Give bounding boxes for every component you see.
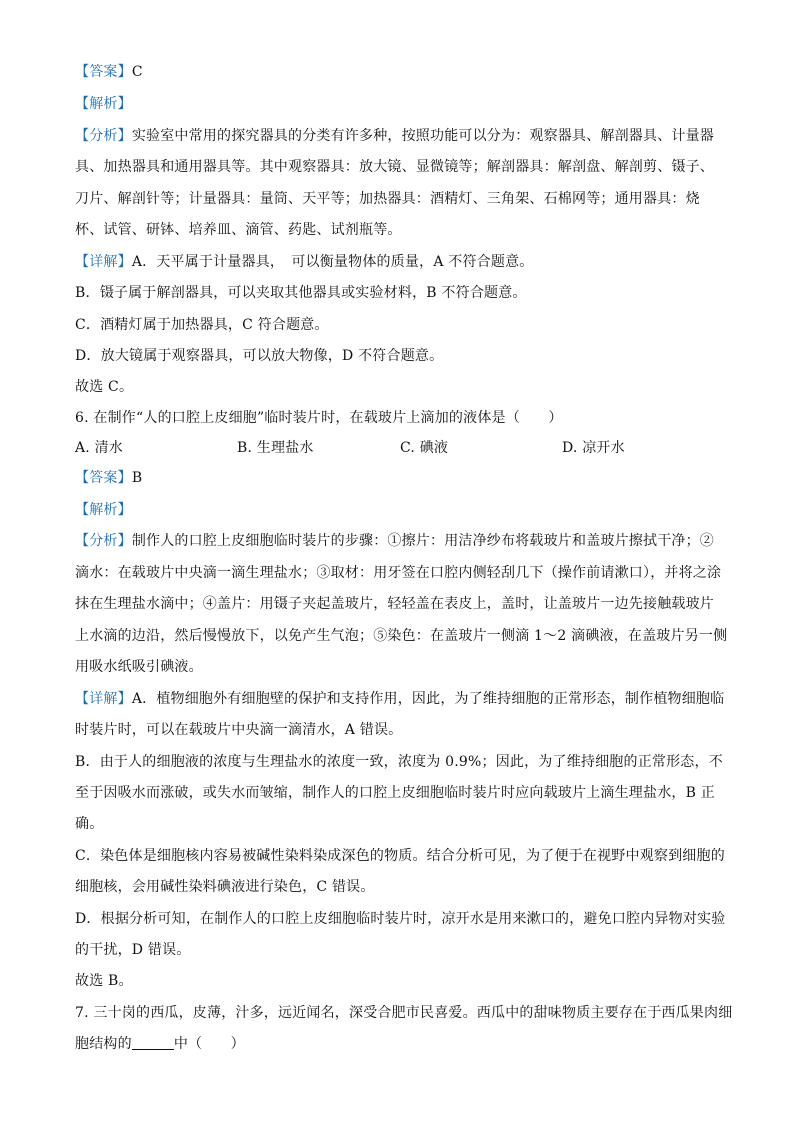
q5-fenxi-tag: 【分析】	[75, 128, 132, 144]
q6-xiangjie-line-4: 至于因吸水而涨破，或失水而皱缩，制作人的口腔上皮细胞临时装片时应向载玻片上滴生理盐水，B 正	[75, 785, 715, 801]
q5-xiangjie-tag: 【详解】	[75, 254, 132, 270]
q6-fenxi-line-4: 上水滴的边沿，然后慢慢放下，以免产生气泡；⑤染色：在盖玻片一侧滴 1～2 滴碘液，在盖玻片另一侧	[75, 628, 728, 644]
q6-fenxi-tag: 【分析】	[75, 533, 132, 549]
q6-xiangjie-tag: 【详解】	[75, 691, 132, 707]
q6-xiangjie-line-3: B．由于人的细胞液的浓度与生理盐水的浓度一致，浓度为 0.9%；因此，为了维持细胞的正常形态，不	[75, 754, 723, 770]
q7-stem-line-2	[75, 1034, 725, 1054]
q5-fenxi-text-1: 实验室中常用的探究器具的分类有许多种，按照功能可以分为：观察器具、解剖器具、计量器	[131, 128, 715, 144]
q6-xiangjie-line-9: 的干扰，D 错误。	[75, 942, 191, 958]
q6-answer-value: B	[131, 470, 143, 486]
q5-answer-line	[75, 62, 725, 82]
q7-stem-line-1: 7. 三十岗的西瓜，皮薄，汁多，远近闻名，深受合肥市民喜爱。西瓜中的甜味物质主要存在于西瓜果肉细	[75, 1005, 733, 1021]
q5-fenxi-line-3: 刀片、解剖针等；计量器具：量筒、天平等；加热器具：酒精灯、三角架、石棉网等；通用器具：烧	[75, 191, 700, 207]
q5-xiangjie-line-1	[75, 252, 725, 272]
q6-option-b: B. 生理盐水	[237, 440, 314, 456]
q6-xiangjie-line-8: D．根据分析可知，在制作人的口腔上皮细胞临时装片时，凉开水是用来漱口的，避免口腔内异物对实验	[75, 911, 726, 927]
q5-answer-tag: 【答案】	[75, 64, 132, 80]
q5-xiangjie-line-5: 故选 C。	[75, 379, 134, 395]
q6-fenxi-text-1: 制作人的口腔上皮细胞临时装片的步骤：①擦片：用洁净纱布将载玻片和盖玻片擦拭干净；②	[131, 533, 715, 549]
q6-stem: 6. 在制作“人的口腔上皮细胞”临时装片时，在载玻片上滴加的液体是（ ）	[75, 410, 563, 426]
q7-stem-before-blank: 胞结构的	[75, 1036, 132, 1052]
q6-fenxi-line-2: 滴水：在载玻片中央滴一滴生理盐水；③取材：用牙签在口腔内侧轻刮几下（操作前请漱口），并将之涂	[75, 565, 722, 581]
q6-xiangjie-line-7: 细胞核，会用碱性染料碘液进行染色，C 错误。	[75, 879, 375, 895]
q6-xiangjie-line-5: 确。	[75, 816, 104, 832]
q5-analysis-heading	[75, 94, 725, 114]
q5-xiangjie-line-2: B．镊子属于解剖器具，可以夹取其他器具或实验材料，B 不符合题意。	[75, 285, 527, 301]
q6-fenxi-line-5: 用吸水纸吸引碘液。	[75, 659, 203, 675]
q5-xiangjie-text-1: A．天平属于计量器具， 可以衡量物体的质量，A 不符合题意。	[131, 254, 534, 270]
q6-answer-tag: 【答案】	[75, 470, 132, 486]
q6-analysis-heading	[75, 500, 725, 520]
q5-xiangjie-line-3: C．酒精灯属于加热器具，C 符合题意。	[75, 317, 329, 333]
q6-xiangjie-text-1: A．植物细胞外有细胞壁的保护和支持作用，因此，为了维持细胞的正常形态，制作植物细胞临	[131, 691, 725, 707]
q6-xiangjie-line-2: 时装片时，可以在载玻片中央滴一滴清水，A 错误。	[75, 722, 403, 738]
q5-fenxi-line-2: 具、加热器具和通用器具等。其中观察器具：放大镜、显微镜等；解剖器具：解剖盘、解剖剪、镊子、	[75, 159, 714, 175]
q6-analysis-tag: 【解析】	[75, 502, 132, 518]
q6-option-d: D. 凉开水	[562, 440, 625, 456]
q6-xiangjie-line-10: 故选 B。	[75, 973, 133, 989]
q6-fenxi-line-1	[75, 531, 725, 551]
q6-answer-line	[75, 468, 725, 488]
q5-fenxi-line-1	[75, 126, 725, 146]
q6-option-c: C. 碘液	[400, 440, 449, 456]
q7-stem-after-blank: 中（ ）	[173, 1036, 245, 1052]
q6-xiangjie-line-1	[75, 689, 725, 709]
q6-xiangjie-line-6: C．染色体是细胞核内容易被碱性染料染成深色的物质。结合分析可见，为了便于在视野中观察到细胞的	[75, 848, 725, 864]
q6-fenxi-line-3: 抹在生理盐水滴中；④盖片：用镊子夹起盖玻片，轻轻盖在表皮上，盖时，让盖玻片一边先接触载玻片	[75, 596, 714, 612]
q7-answer-blank	[132, 1035, 174, 1050]
q5-answer-value: C	[131, 64, 143, 80]
q5-xiangjie-line-4: D．放大镜属于观察器具，可以放大物像，D 不符合题意。	[75, 348, 444, 364]
q5-fenxi-line-4: 杯、试管、研钵、培养皿、滴管、药匙、试剂瓶等。	[75, 222, 402, 238]
q6-option-a: A. 清水	[75, 440, 124, 456]
q5-analysis-tag: 【解析】	[75, 96, 132, 112]
